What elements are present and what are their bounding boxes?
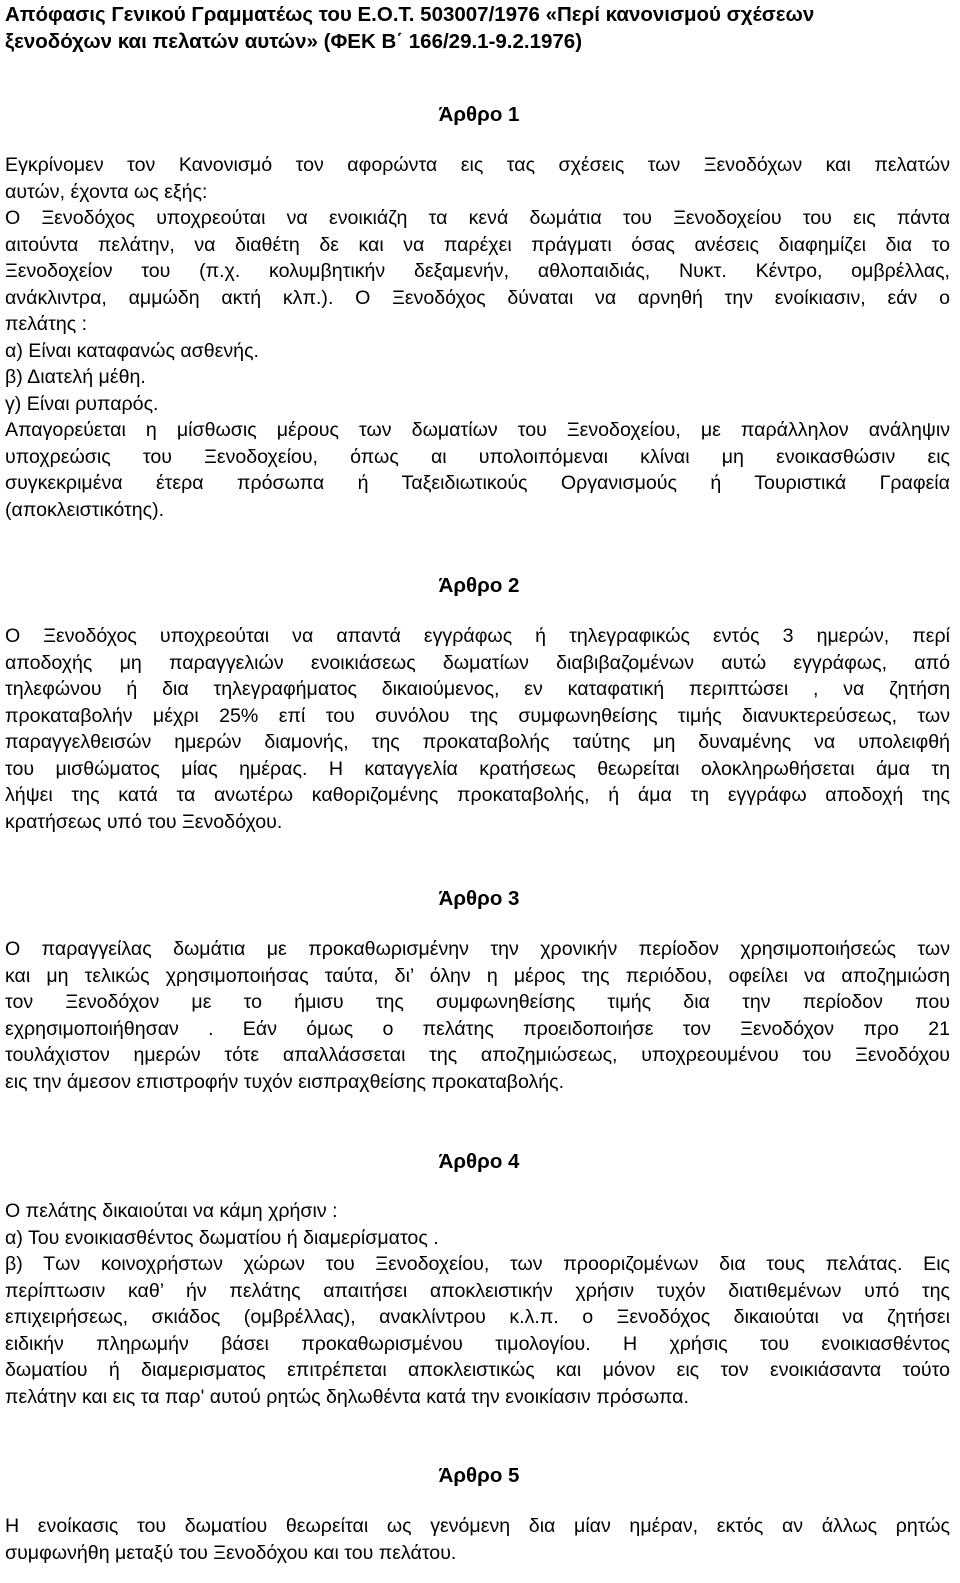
article-4-heading: Άρθρο 4	[438, 1150, 520, 1173]
article-line: Η ενοίκασις του δωματίου θεωρείται ως γενόμενη δια μίαν ημέραν, εκτός αν άλλως ρητώς	[5, 1515, 950, 1537]
article-line: του μισθώματος μίας ημέρας. Η καταγγελία κρατήσεως θεωρείται ολοκληρωθήσεται άμα τη	[5, 757, 950, 780]
title-line: ξενοδόχων και πελατών αυτών» (ΦΕΚ Β΄ 166/29.1-9.2.1976)	[5, 29, 583, 53]
document-title	[5, 1, 953, 54]
article-line: πελάτης :	[5, 313, 88, 335]
article-5-heading: Άρθρο 5	[438, 1464, 520, 1487]
article-line: Ξενοδοχείον του (π.χ. κολυμβητικήν δεξαμενήν, αθλοπαιδιάς, Νυκτ. Κέντρο, ομβρέλλας,	[5, 260, 950, 282]
article-1-body	[5, 152, 950, 523]
article-line: εις την άμεσον επιστροφήν τυχόν εισπραχθείσης προκαταβολής.	[5, 1070, 565, 1093]
article-3-body	[5, 936, 950, 1095]
article-line: Ο Ξενοδόχος υποχρεούται να ενοικιάζη τα κενά δωμάτια του Ξενοδοχείου του εις πάντα	[5, 207, 950, 229]
article-line: Ο Ξενοδόχος υποχρεούται να απαντά εγγράφως ή τηλεγραφικώς εντός 3 ημερών, περί	[5, 625, 950, 647]
article-3-heading: Άρθρο 3	[438, 887, 520, 910]
article-line: τηλεφώνου ή δια τηλεγραφήματος δικαιούμενος, εν καταφατική περιπτώσει , να ζητήση	[5, 678, 950, 700]
article-line: αποδοχής μη παραγγελιών ενοικιάσεως δωματίων διαβιβαζομένων αυτώ εγγράφως, από	[5, 651, 950, 674]
article-line: προκαταβολήν μέχρι 25% επί του συνόλου της συμφωνηθείσης τιμής διανυκτερεύσεως, των	[5, 704, 950, 727]
article-line: Εγκρίνομεν τον Κανονισμό τον αφορώντα εις τας σχέσεις των Ξενοδόχων και πελατών	[5, 154, 950, 176]
article-line: επιχειρήσεως, σκιάδος (ομβρέλλας), ανακλίντρου κ.λ.π. ο Ξενοδόχος δικαιούται να ζητήσει	[5, 1306, 950, 1328]
article-line: β) Των κοινοχρήστων χώρων του Ξενοδοχείου, των προοριζομένων δια τους πελάτας. Εις	[5, 1253, 950, 1275]
article-line: αιτούντα πελάτην, να διαθέτη δε και να παρέχει πράγματι όσας ανέσεις διαφημίζει δια το	[5, 233, 950, 256]
article-1-heading: Άρθρο 1	[438, 103, 520, 126]
article-line: υποχρεώσις του Ξενοδοχείου, όπως αι υπολοιπόμεναι κλίναι μη ενοικασθώσιν εις	[5, 445, 950, 468]
article-line: γ) Είναι ρυπαρός.	[5, 392, 159, 415]
article-line: α) Είναι καταφανώς ασθενής.	[5, 339, 259, 362]
article-line: αυτών, έχοντα ως εξής:	[5, 180, 208, 203]
article-line: ειδικήν πληρωμήν βάσει προκαθωρισμένου τιμολογίου. Η χρήσις του ενοικιασθέντος	[5, 1332, 950, 1355]
article-line: δωματίου ή διαμερισματος επιτρέπεται αποκλειστικώς και μόνον εις τον ενοικιάσαντα τούτο	[5, 1359, 950, 1381]
article-line: τουλάχιστον ημερών τότε απαλλάσσεται της αποζημιώσεως, υποχρεουμένου του Ξενοδόχου	[5, 1044, 950, 1066]
article-line: παραγγελθεισών ημερών διαμονής, της προκαταβολής ταύτης μη δυναμένης να υπολειφθή	[5, 731, 950, 753]
article-line: Απαγορεύεται η μίσθωσις μέρους των δωματίων του Ξενοδοχείου, με παράλληλον ανάληψιν	[5, 419, 950, 441]
article-line: Ο παραγγείλας δωμάτια με προκαθωρισμένην την χρονικήν περίοδον χρησιμοποιήσεώς των	[5, 938, 950, 960]
title-line: Απόφασις Γενικού Γραμματέως του Ε.Ο.Τ. 503007/1976 «Περί κανονισμού σχέσεων	[5, 3, 815, 26]
article-5-body	[5, 1513, 950, 1566]
article-line: περίπτωσιν καθ’ ήν πελάτης απαιτήσει αποκλειστικήν χρήσιν τυχόν διατιθεμένων υπό της	[5, 1279, 950, 1302]
article-4-body	[5, 1198, 950, 1410]
article-line: συμφωνήθη μεταξύ του Ξενοδόχου και του πελάτου.	[5, 1541, 457, 1564]
article-line: εχρησιμοποιήθησαν . Εάν όμως ο πελάτης προειδοποιήσε τον Ξενοδόχον προ 21	[5, 1017, 950, 1040]
article-line: β) Διατελή μέθη.	[5, 366, 146, 388]
article-line: και μη τελικώς χρησιμοποιήσας ταύτα, δι’ όλην η μέρος της περιόδου, οφείλει να αποζημιώση	[5, 964, 950, 987]
article-line: α) Του ενοικιασθέντος δωματίου ή διαμερίσματος .	[5, 1226, 439, 1249]
article-line: κρατήσεως υπό του Ξενοδόχου.	[5, 810, 283, 833]
article-2-body	[5, 623, 950, 835]
article-line: τον Ξενοδόχον με το ήμισυ της συμφωνηθείσης τιμής δια την περίοδον που	[5, 991, 950, 1013]
article-line: πελάτην και εις τα παρ' αυτού ρητώς δηλωθέντα κατά την ενοικίασιν πρόσωπα.	[5, 1385, 689, 1408]
article-line: λήψει της κατά τα ανωτέρω καθοριζομένης προκαταβολής, ή άμα τη εγγράφω αποδοχή της	[5, 784, 950, 806]
article-line: συγκεκριμένα έτερα πρόσωπα ή Ταξειδιωτικούς Οργανισμούς ή Τουριστικά Γραφεία	[5, 472, 950, 494]
article-line: Ο πελάτης δικαιούται να κάμη χρήσιν :	[5, 1200, 338, 1222]
article-line: ανάκλιντρα, αμμώδη ακτή κλπ.). Ο Ξενοδόχος δύναται να αρνηθή την ενοίκιασιν, εάν ο	[5, 286, 950, 309]
article-line: (αποκλειστικότης).	[5, 498, 165, 521]
article-2-heading: Άρθρο 2	[438, 574, 520, 597]
